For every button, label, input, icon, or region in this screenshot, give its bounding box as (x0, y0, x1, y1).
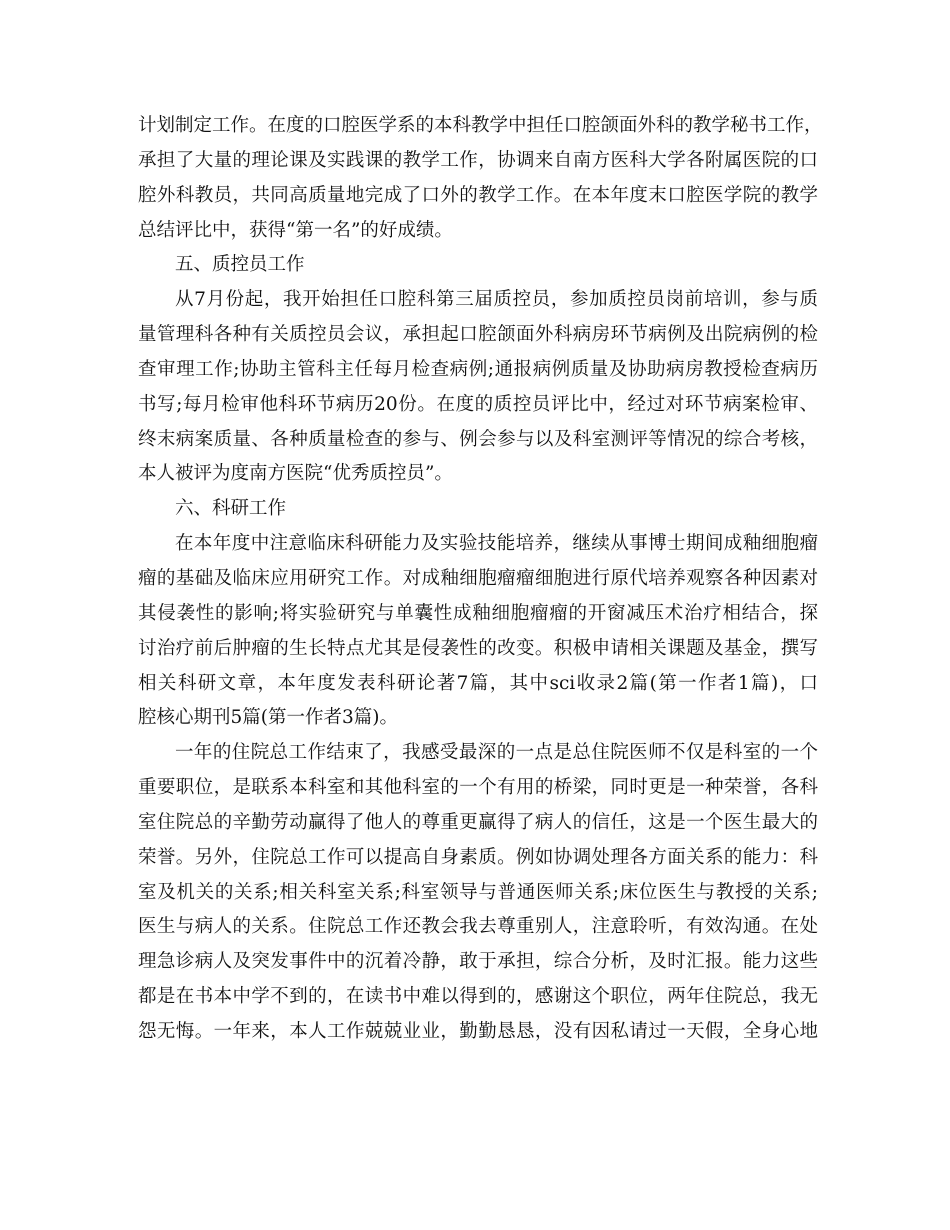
paragraph-line: 相关科研文章，本年度发表科研论著7篇，其中sci收录2篇(第一作者1篇)，口 (138, 672, 818, 694)
paragraph-line: 讨治疗前后肿瘤的生长特点尤其是侵袭性的改变。积极申请相关课题及基金，撰写 (138, 637, 818, 659)
paragraph-line: 理急诊病人及突发事件中的沉着冷静，敢于承担，综合分析，及时汇报。能力这些 (138, 951, 818, 973)
paragraph-line: 怨无悔。一年来，本人工作兢兢业业，勤勤恳恳，没有因私请过一天假，全身心地 (138, 1020, 818, 1042)
paragraph-line: 都是在书本中学不到的，在读书中难以得到的，感谢这个职位，两年住院总，我无 (138, 986, 818, 1008)
paragraph-line: 总结评比中，获得“第一名”的好成绩。 (138, 219, 453, 241)
paragraph-line: 从7月份起，我开始担任口腔科第三届质控员，参加质控员岗前培训，参与质 (175, 289, 818, 311)
paragraph-line: 腔外科教员，共同高质量地完成了口外的教学工作。在本年度末口腔医学院的教学 (138, 184, 818, 206)
paragraph-line: 室及机关的关系;相关科室关系;科室领导与普通医师关系;床位医生与教授的关系; (138, 881, 818, 903)
document-body (138, 109, 823, 1050)
paragraph-line: 书写;每月检审他科环节病历20份。在度的质控员评比中，经过对环节病案检审、 (138, 393, 818, 415)
paragraph-line: 在本年度中注意临床科研能力及实验技能培养，继续从事博士期间成釉细胞瘤 (175, 533, 818, 555)
paragraph-line: 荣誉。另外，住院总工作可以提高自身素质。例如协调处理各方面关系的能力：科 (138, 846, 818, 868)
paragraph-line: 查审理工作;协助主管科主任每月检查病例;通报病例质量及协助病房教授检查病历 (138, 358, 818, 380)
paragraph-line: 重要职位，是联系本科室和其他科室的一个有用的桥梁，同时更是一种荣誉，各科 (138, 777, 818, 799)
paragraph-line: 本人被评为度南方医院“优秀质控员”。 (138, 463, 453, 485)
paragraph-line: 计划制定工作。在度的口腔医学系的本科教学中担任口腔颌面外科的教学秘书工作， (138, 115, 823, 136)
paragraph-line: 一年的住院总工作结束了，我感受最深的一点是总住院医师不仅是科室的一个 (175, 742, 818, 764)
paragraph-line: 其侵袭性的影响;将实验研究与单囊性成釉细胞瘤瘤的开窗减压术治疗相结合，探 (138, 602, 818, 624)
paragraph-line: 室住院总的辛勤劳动赢得了他人的尊重更赢得了病人的信任，这是一个医生最大的 (138, 811, 818, 833)
section-heading-quality-control: 五、质控员工作 (175, 254, 305, 276)
paragraph-line: 腔核心期刊5篇(第一作者3篇)。 (138, 707, 398, 729)
paragraph-line: 瘤的基础及临床应用研究工作。对成釉细胞瘤瘤细胞进行原代培养观察各种因素对 (138, 567, 818, 589)
paragraph-line: 承担了大量的理论课及实践课的教学工作，协调来自南方医科大学各附属医院的口 (138, 149, 818, 171)
section-heading-research: 六、科研工作 (175, 498, 287, 520)
paragraph-line: 量管理科各种有关质控员会议，承担起口腔颌面外科病房环节病例及出院病例的检 (138, 324, 818, 346)
paragraph-line: 医生与病人的关系。住院总工作还教会我去尊重别人，注意聆听，有效沟通。在处 (138, 916, 818, 938)
paragraph-line: 终末病案质量、各种质量检查的参与、例会参与以及科室测评等情况的综合考核， (138, 428, 818, 450)
